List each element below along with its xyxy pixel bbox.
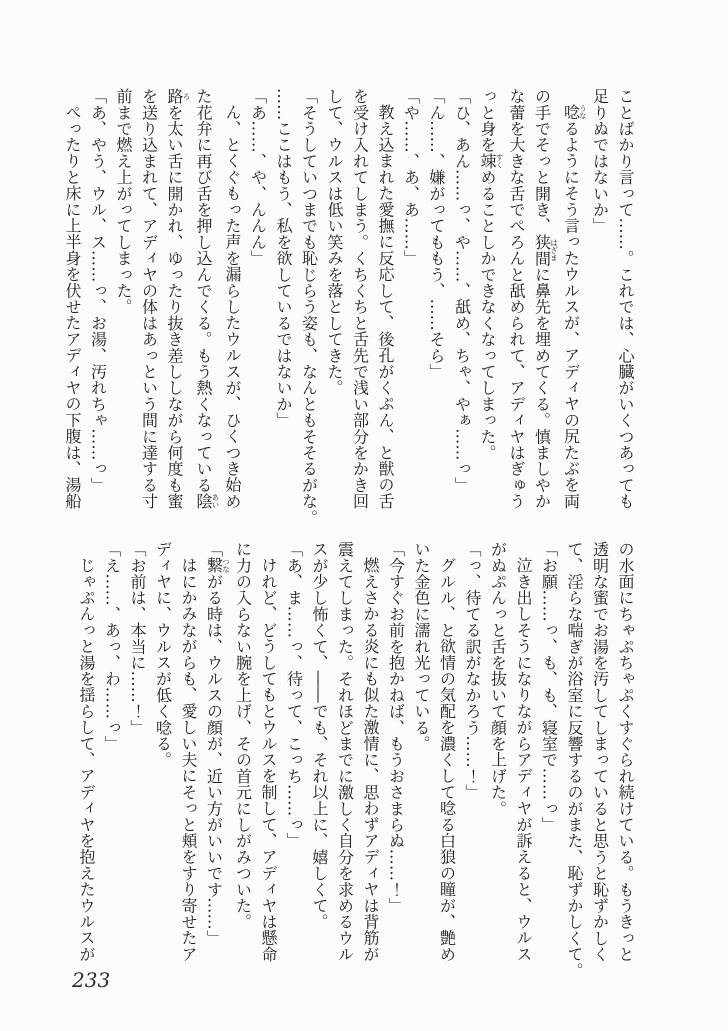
text-line: 「え……、あっ、わ……っ」 [102, 541, 122, 752]
text-line: がぬぷんっと舌を抜いて顔を上げた。 [488, 541, 508, 817]
text-line: 「今すぐお前を抱かねば、もうおさまらぬ……！」 [386, 541, 406, 914]
text-line: ……ここはもう、私を欲しているではないか」 [274, 88, 293, 429]
text-line: 泣き出しそうになりながらアディヤが訴えると、ウルス [514, 557, 533, 962]
text-block-lower [74, 541, 639, 981]
text-line: に力の入らない腕を上げ、その首元にしがみついた。 [233, 541, 253, 930]
text-line: な蕾を大きな舌でぺろんと舐められて、アディヤはぎゅう [507, 88, 526, 510]
text-line: 「や……、あ、あ……」 [401, 88, 421, 267]
text-line: 路ろを太い舌に開かれ、ゆったり抜き差ししながら何度も蜜 [165, 88, 191, 510]
text-line: 「ひ、あん……っ、や……、舐め、ちゃ、やぁ……っ」 [452, 88, 472, 493]
text-line: 「っ、待てる訳がなかろう……！」 [463, 541, 482, 801]
text-line: ん、とくぐもった声を漏らしたウルスが、ひくつき始め [223, 104, 242, 509]
text-line: 「繋つながる時は、ウルスの顔が、近い方がいいです……」 [204, 541, 231, 947]
text-line: スが少し怖くて、――でも、それ以上に、嬉しくて。 [310, 541, 329, 930]
text-line: 「あ、ま……っ、待って、こっち……っ」 [284, 541, 304, 849]
text-line: 足りぬではないか」 [590, 88, 610, 234]
text-line: 唸うなるようにそう言ったウルスが、アディヤの尻たぶを両 [561, 104, 588, 510]
text-line: 「あ、やう、ウル、ス……っ、お湯、汚れちゃ……っ」 [88, 88, 108, 493]
furigana: 陰あい [194, 493, 220, 510]
text-line: して、ウルスは低い笑みを落としてきた。 [325, 88, 344, 396]
text-line: を受け入れてしまう。くちくちと舌先で浅い部分をかき回 [350, 88, 370, 510]
text-line: ぺったりと床に上半身を伏せたアディヤの下腹は、湯船 [63, 104, 82, 509]
text-line: っと身を竦すくめることしかできなくなってしまった。 [478, 88, 504, 461]
furigana: 路ろ [165, 88, 191, 105]
text-line: 前まで燃え上がってしまった。 [114, 88, 133, 315]
text-line: を送り込まれて、アディヤの体はあっという間に達する寸 [139, 88, 159, 510]
text-line: 「お願……っ、も、も、寝室で……っ」 [539, 541, 559, 833]
furigana: 竦すく [478, 152, 504, 170]
text-line: 「お前は、本当に……！」 [128, 541, 147, 736]
text-block-upper [60, 88, 639, 528]
text-line: けれど、どうしてもとウルスを制して、アディヤは懸命 [259, 557, 278, 962]
text-line: いた金色に濡れ光っている。 [412, 541, 431, 752]
furigana: 唸うな [561, 104, 588, 121]
text-line: 「そうしていつまでも恥じらう姿も、なんともそそるがな。 [299, 88, 319, 526]
text-line: ディヤに、ウルスが低く唸る。 [153, 541, 173, 768]
text-line: の手でそっと開き、狭間はざまに鼻先を埋めてくる。慎ましやか [532, 88, 559, 510]
text-line: た花弁に再び舌を押し込んでくる。もう熱くなっている陰あい [194, 88, 220, 510]
page-number: 233 [72, 968, 111, 992]
text-line: の水面にちゃぷちゃぷくすぐられ続けている。もうきっと [616, 541, 635, 963]
text-line: 震えてしまった。それほどまでに激しく自分を求めるウル [335, 541, 355, 963]
text-line: じゃぷんっと湯を揺らして、アディヤを抱えたウルスが [77, 557, 96, 962]
text-line: 「ん……、嫌がってももう、……そら」 [427, 88, 446, 380]
text-line: 燃えさかる炎にも似た激情に、思わずアディヤは背筋が [361, 557, 380, 962]
furigana: 繋つな [204, 557, 231, 574]
text-line: 「あ……、や、んんん」 [248, 88, 268, 267]
text-line: 教え込まれた愛撫に反応して、後孔がくぷん、と獣の舌 [376, 104, 395, 509]
text-line: グルル、と欲情の気配を濃くして唸る白狼の瞳が、艶め [437, 557, 457, 962]
text-line: はにかみながらも、愛しい夫にそっと頬をすり寄せたア [179, 557, 198, 962]
text-line: 透明な蜜でお湯を汚してしまっていると思うと恥ずかしく [590, 541, 610, 963]
furigana: 狭間はざま [532, 233, 559, 267]
text-line: て、淫らな喘ぎが浴室に反響するのがまた、恥ずかしくて。 [565, 541, 584, 979]
text-line: ことばかり言って……。これでは、心臓がいくつあっても [616, 88, 635, 510]
